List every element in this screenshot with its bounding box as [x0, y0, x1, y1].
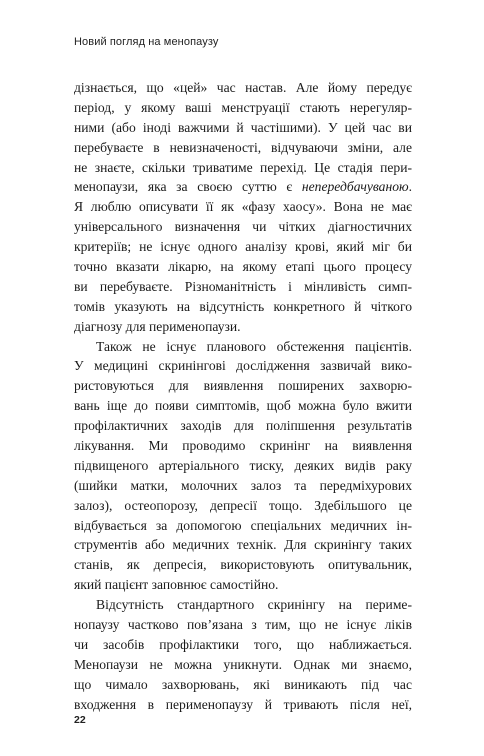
- text-line: [74, 138, 412, 158]
- text-line: [74, 496, 412, 516]
- text-span: (шийки матки, молочних залоз та передміхурових: [74, 477, 412, 493]
- text-line: [74, 317, 412, 337]
- text-line: [74, 257, 412, 277]
- text-line: [74, 297, 412, 317]
- text-span: залоз), остеопорозу, депресії тощо. Здебільшого це: [74, 497, 412, 513]
- text-line: [74, 237, 412, 257]
- text-span: лікування. Ми проводимо скринінг на виявлення: [74, 438, 412, 454]
- text-line: [74, 436, 412, 456]
- text-span: чи засобів профілактики того, що наближається.: [74, 636, 412, 652]
- text-span: ви перебуваєте. Різноманітність і мінливість симп-: [74, 278, 412, 294]
- text-span: Менопаузи не можна уникнути. Однак ми знаємо,: [74, 656, 412, 672]
- text-span: Відсутність стандартного скринінгу на периме-: [96, 597, 412, 613]
- text-line: [74, 655, 412, 675]
- text-line: [74, 516, 412, 536]
- text-span: менопаузи, яка за своєю суттю є: [74, 179, 302, 195]
- paragraph: [74, 337, 412, 596]
- text-span: У медицині скринінгові дослідження зазвичай вико-: [74, 358, 412, 374]
- text-span: томів указують на відсутність конкретного й чіткого: [74, 298, 412, 314]
- text-span: ристовуються для виявлення поширених захворю-: [74, 378, 412, 394]
- text-line: [74, 675, 412, 695]
- text-line: [74, 217, 412, 237]
- text-span: ними (або іноді важчими й частішими). У цей час ви: [74, 119, 412, 135]
- text-line: [74, 118, 412, 138]
- text-line: [74, 177, 412, 197]
- paragraph: [74, 595, 412, 714]
- text-line: [74, 575, 412, 595]
- text-span: входження в перименопаузу й тривають після неї,: [74, 696, 412, 712]
- text-span: перебуваєте в невизначеності, відчуваючи зміни, але: [74, 139, 412, 155]
- text-line: [74, 158, 412, 178]
- text-span: діагнозу для перименопаузи.: [74, 318, 241, 334]
- text-span: Також не існує планового обстеження пацієнтів.: [96, 338, 412, 354]
- text-line: [74, 78, 412, 98]
- text-line: [74, 98, 412, 118]
- text-span: станів, як депресія, використовують опитувальник,: [74, 557, 412, 573]
- text-span: вань іще до появи симптомів, щоб можна було вжити: [74, 398, 412, 414]
- text-line: [74, 337, 412, 357]
- text-line: [74, 356, 412, 376]
- text-line: [74, 456, 412, 476]
- text-line: [74, 595, 412, 615]
- text-line: [74, 615, 412, 635]
- text-line: [74, 396, 412, 416]
- text-span: що чимало захворювань, які виникають під час: [74, 676, 412, 692]
- page-number: 22: [74, 714, 86, 726]
- text-line: [74, 277, 412, 297]
- text-span: струментів або медичних технік. Для скринінгу таких: [74, 537, 412, 553]
- text-span: критеріїв; не існує одного аналізу крові, який міг би: [74, 239, 412, 255]
- text-line: [74, 476, 412, 496]
- italic-span: непередбачуваною: [301, 179, 409, 195]
- text-line: [74, 197, 412, 217]
- text-span: профілактичних заходів для поліпшення результатів: [74, 418, 412, 434]
- text-span: не знаєте, скільки триватиме перехід. Це стадія пери-: [74, 159, 412, 175]
- running-head: Новий погляд на менопаузу: [74, 36, 219, 48]
- text-line: [74, 535, 412, 555]
- text-span: Я люблю описувати її як «фазу хаосу». Вона не має: [74, 199, 412, 215]
- paragraph: [74, 78, 412, 337]
- text-span: який пацієнт заповнює самостійно.: [74, 577, 279, 593]
- text-span: нопаузу частково пов’язана з тим, що не існує ліків: [74, 617, 412, 633]
- text-line: [74, 695, 412, 715]
- text-span: .: [408, 179, 412, 195]
- text-span: дізнається, що «цей» час настав. Але йому передує: [74, 80, 412, 95]
- text-line: [74, 635, 412, 655]
- text-line: [74, 555, 412, 575]
- text-line: [74, 416, 412, 436]
- text-line: [74, 376, 412, 396]
- body-text: [74, 78, 412, 715]
- text-span: відбувається за допомогою спеціальних медичних ін-: [74, 517, 412, 533]
- text-span: підвищеного артеріального тиску, деяких видів раку: [74, 457, 412, 473]
- text-span: період, у якому ваші менструації стають нерегуляр-: [74, 99, 412, 115]
- text-span: точно вказати лікарю, на якому етапі цього процесу: [74, 259, 412, 275]
- text-span: універсального визначення чи чітких діагностичних: [74, 219, 412, 235]
